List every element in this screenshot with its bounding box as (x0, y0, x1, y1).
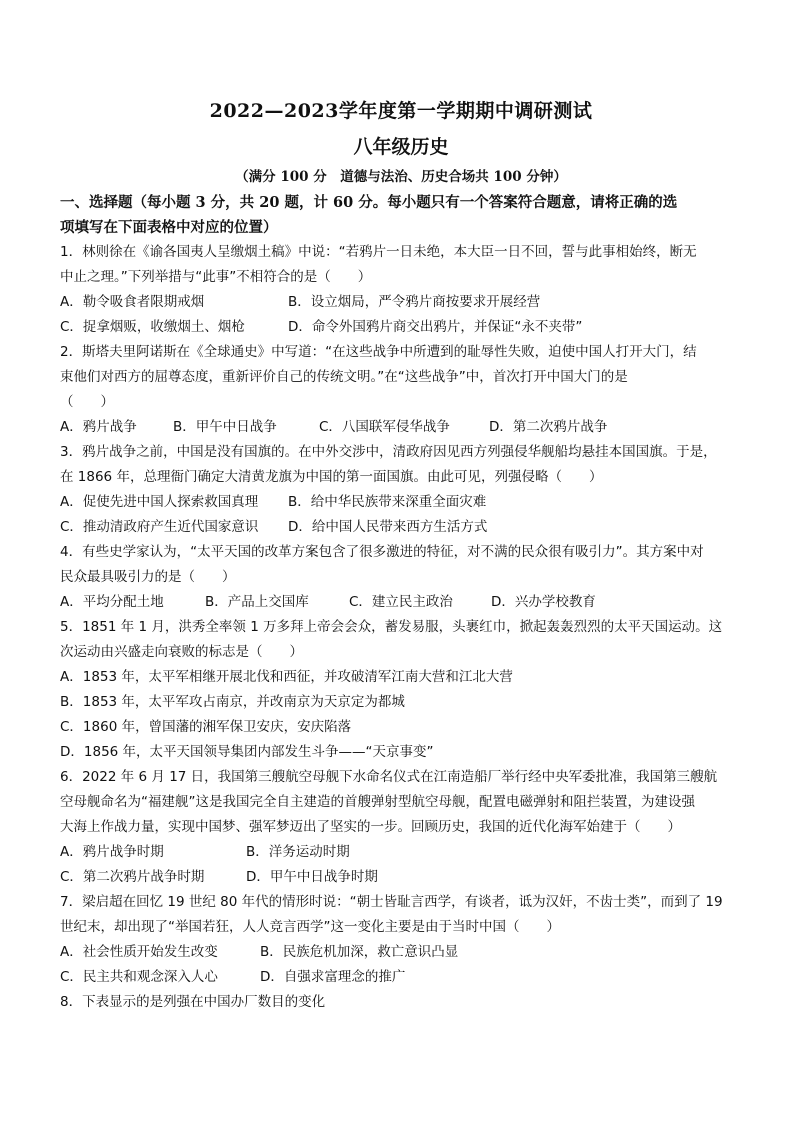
options-row (60, 515, 742, 540)
option-d: D．兴办学校教育 (491, 594, 596, 610)
option-a: A．社会性质开始发生改变 (60, 944, 218, 960)
question-2 (60, 340, 742, 440)
question-text-line: 1．林则徐在《谕各国夷人呈缴烟土稿》中说：“若鸦片一日未绝，本大臣一日不回，誓与此事相始终，断无 (60, 244, 697, 260)
options-row (60, 490, 742, 515)
section-heading-line-1: 一、选择题（每小题 3 分，共 20 题，计 60 分。每小题只有一个答案符合题意，请将正确的选 (60, 194, 678, 211)
exam-subject: 八年级历史 (353, 136, 449, 158)
question-text-line: 民众最具吸引力的是（ ） (60, 569, 236, 585)
options-row (60, 415, 742, 440)
question-text-line: （ ） (60, 394, 114, 410)
question-6 (60, 765, 742, 890)
options-row (60, 290, 742, 315)
option-b: B．设立烟局，严令鸦片商按要求开展经营 (288, 294, 541, 310)
option-d: D．自强求富理念的推广 (260, 969, 406, 985)
option-b: B．洋务运动时期 (246, 844, 350, 860)
question-text-line: 3．鸦片战争之前，中国是没有国旗的。在中外交涉中，清政府因见西方列强侵华舰船均悬挂本国国旗。于是， (60, 444, 717, 460)
question-text-line: 4．有些史学家认为，“太平天国的改革方案包含了很多激进的特征，对不满的民众很有吸引力”。其方案中对 (60, 544, 704, 560)
option-a: A．平均分配土地 (60, 594, 164, 610)
question-3 (60, 440, 742, 540)
question-8 (60, 990, 742, 1015)
option-c: C．推动清政府产生近代国家意识 (60, 519, 259, 535)
option-a: A．勒令吸食者限期戒烟 (60, 294, 205, 310)
options-row (60, 315, 742, 340)
options-row (60, 865, 742, 890)
section-heading-line-2: 项填写在下面表格中对应的位置） (60, 219, 278, 236)
exam-content (60, 96, 742, 1015)
option-c: C．建立民主政治 (349, 594, 453, 610)
options-row (60, 840, 742, 865)
option-b: B．甲午中日战争 (173, 419, 277, 435)
option-a: A．鸦片战争时期 (60, 844, 164, 860)
option-d: D．第二次鸦片战争 (489, 419, 608, 435)
question-text-line: 世纪末，却出现了“举国若狂，人人竞言西学”这一变化主要是由于当时中国（ ） (60, 919, 560, 935)
option-b: B．1853 年，太平军攻占南京，并改南京为天京定为都城 (60, 694, 405, 710)
option-b: B．给中华民族带来深重全面灾难 (288, 494, 487, 510)
question-4 (60, 540, 742, 615)
option-a: A．促使先进中国人探索救国真理 (60, 494, 259, 510)
option-c: C．八国联军侵华战争 (319, 419, 450, 435)
option-d: D．给中国人民带来西方生活方式 (288, 519, 488, 535)
option-d: D．1856 年，太平天国领导集团内部发生斗争——“天京事变” (60, 744, 434, 760)
option-c: C．1860 年，曾国藩的湘军保卫安庆，安庆陷落 (60, 719, 352, 735)
question-text-line: 束他们对西方的屈尊态度，重新评价自己的传统文明。”在“这些战争”中，首次打开中国大门的是 (60, 369, 628, 385)
question-text-line: 2．斯塔夫里阿诺斯在《全球通史》中写道：“在这些战争中所遭到的耻辱性失败，迫使中国人打开大门，结 (60, 344, 697, 360)
question-7 (60, 890, 742, 990)
option-a: A．鸦片战争 (60, 419, 137, 435)
option-d: D．命令外国鸦片商交出鸦片，并保证“永不夹带” (288, 319, 583, 335)
question-text-line: 在 1866 年，总理衙门确定大清黄龙旗为中国的第一面国旗。由此可见，列强侵略（ ） (60, 469, 603, 485)
exam-title: 2022—2023学年度第一学期期中调研测试 (209, 100, 593, 122)
options-row (60, 940, 742, 965)
question-text-line: 7．梁启超在回忆 19 世纪 80 年代的情形时说：“朝士皆耻言西学，有谈者，诋为汉奸，不齿士类”，而到了 19 (60, 894, 723, 910)
options-row (60, 590, 742, 615)
option-a: A．1853 年，太平军相继开展北伐和西征，并攻破清军江南大营和江北大营 (60, 669, 513, 685)
options-row (60, 965, 742, 990)
option-d: D．甲午中日战争时期 (246, 869, 378, 885)
option-c: C．民主共和观念深入人心 (60, 969, 218, 985)
question-text-line: 中止之理。”下列举措与“此事”不相符合的是（ ） (60, 269, 372, 285)
question-text-line: 大海上作战力量，实现中国梦、强军梦迈出了坚实的一步。回顾历史，我国的近代化海军始建于（ ） (60, 819, 681, 835)
option-c: C．第二次鸦片战争时期 (60, 869, 205, 885)
question-text-line: 次运动由兴盛走向衰败的标志是（ ） (60, 644, 303, 660)
option-b: B．民族危机加深，救亡意识凸显 (260, 944, 459, 960)
option-c: C．捉拿烟贩，收缴烟土、烟枪 (60, 319, 245, 335)
question-text-line: 8．下表显示的是列强在中国办厂数目的变化 (60, 994, 326, 1010)
exam-note: （满分 100 分 道德与法治、历史合场共 100 分钟） (235, 169, 567, 185)
question-text-line: 6．2022 年 6 月 17 日，我国第三艘航空母舰下水命名仪式在江南造船厂举行经中央军委批准，我国第三艘航 (60, 769, 718, 785)
question-text-line: 空母舰命名为“福建舰”这是我国完全自主建造的首艘弹射型航空母舰，配置电磁弹射和阻拦装置，为建设强 (60, 794, 695, 810)
question-5 (60, 615, 742, 765)
question-text-line: 5．1851 年 1 月，洪秀全率领 1 万多拜上帝会会众，蓄发易服，头裹红巾，掀起轰轰烈烈的太平天国运动。这 (60, 619, 723, 635)
question-1 (60, 240, 742, 340)
option-b: B．产品上交国库 (205, 594, 309, 610)
